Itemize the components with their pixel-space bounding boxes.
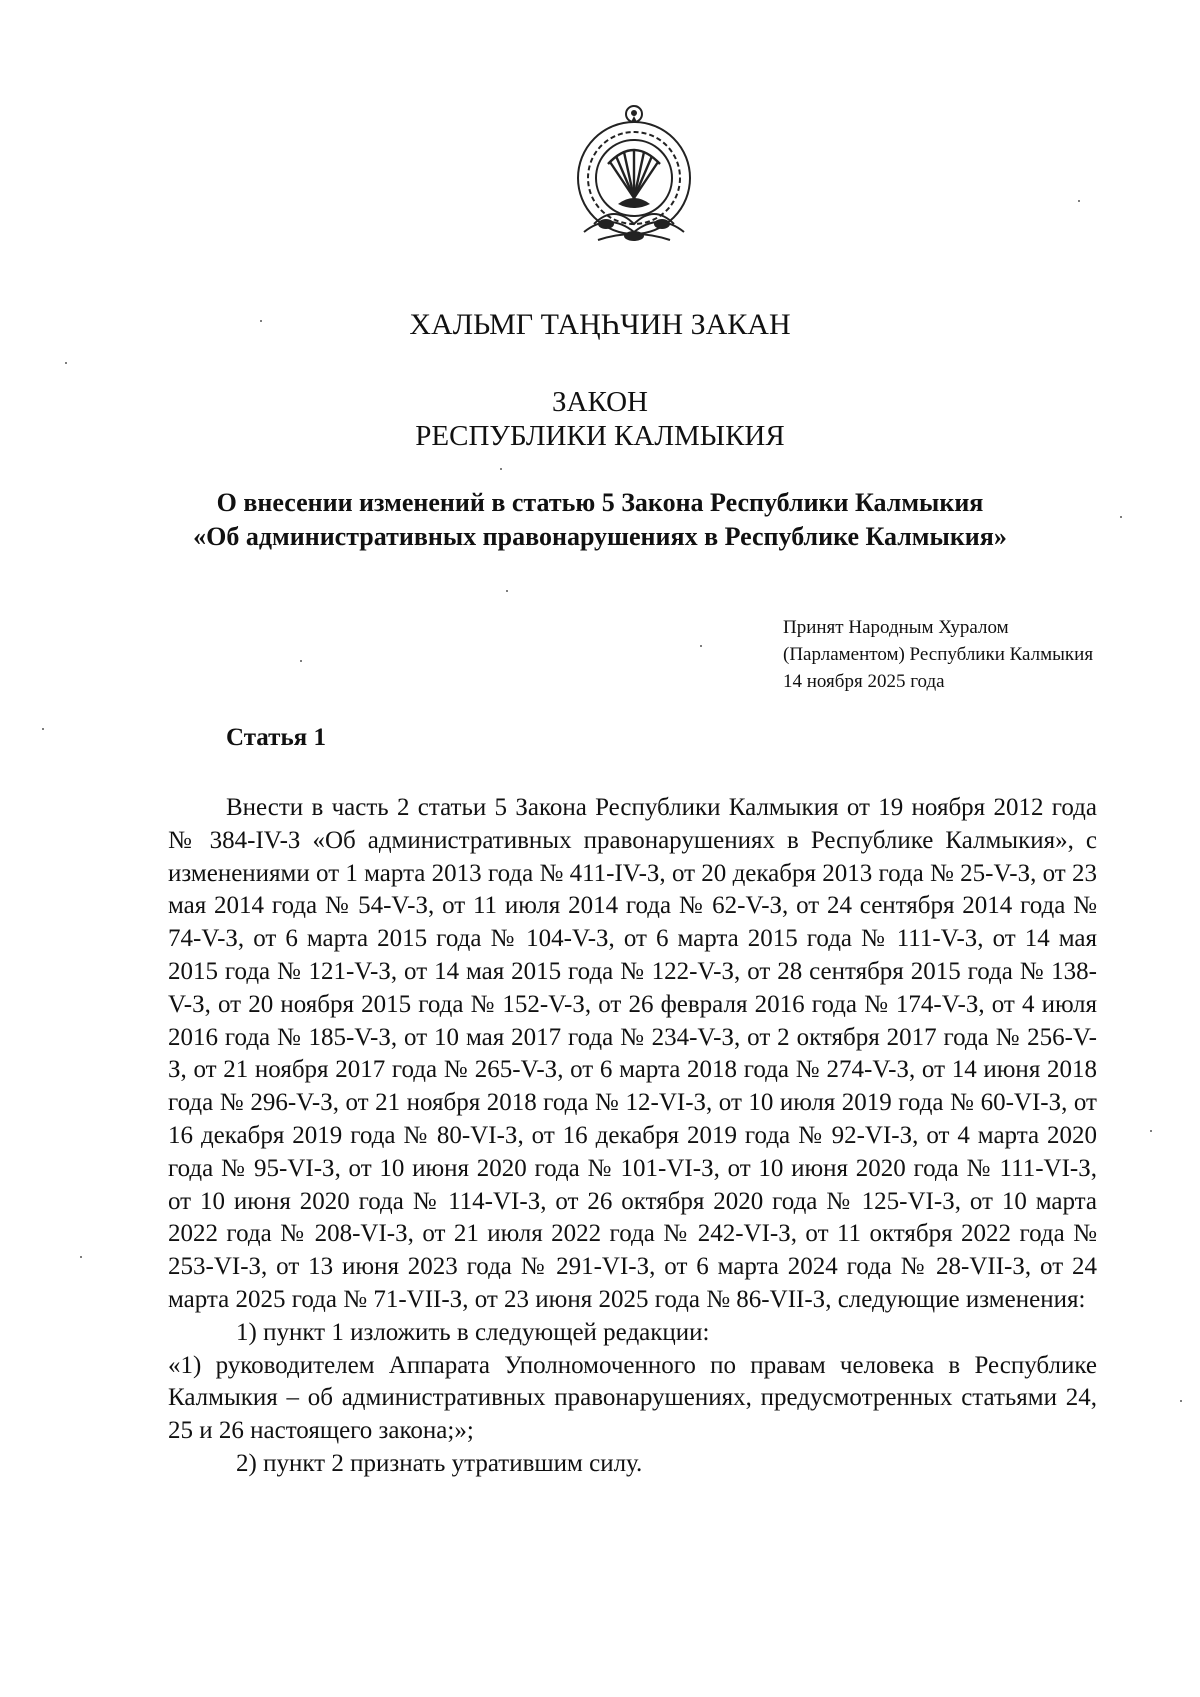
scan-speck xyxy=(260,320,262,322)
adoption-note xyxy=(783,614,1093,695)
scan-speck xyxy=(42,728,44,730)
law-republic-title: РЕСПУБЛИКИ КАЛМЫКИЯ xyxy=(415,420,785,452)
intro-paragraph: Внести в часть 2 статьи 5 Закона Республики Калмыкия от 19 ноября 2012 года № 384-IV-З «Об административных правонарушениях в Республике Калмыкия», с изменениями от 1 марта 2013 года № 411-IV-З, от 20 декабря 2013 года № 25-V-З, от 23 мая 2014 года № 54-V-З, от 11 июля 2014 года № 62-V-З, от 24 сентября 2014 года № 74-V-З, от 6 марта 2015 года № 104-V-З, от 6 марта 2015 года № 111-V-З, от 14 мая 2015 года № 121-V-З, от 14 мая 2015 года № 122-V-З, от 28 сентября 2015 года № 138-V-З, от 20 ноября 2015 года № 152-V-З, от 26 февраля 2016 года № 174-V-З, от 4 июля 2016 года № 185-V-З, от 10 мая 2017 года № 234-V-З, от 2 октября 2017 года № 256-V-З, от 21 ноября 2017 года № 265-V-З, от 6 марта 2018 года № 274-V-З, от 14 июня 2018 года № 296-V-З, от 21 ноября 2018 года № 12-VI-З, от 10 июля 2019 года № 60-VI-З, от 16 декабря 2019 года № 80-VI-З, от 16 декабря 2019 года № 92-VI-З, от 4 марта 2020 года № 95-VI-З, от 10 июня 2020 года № 101-VI-З, от 10 июня 2020 года № 111-VI-З, от 10 июня 2020 года № 114-VI-З, от 26 октября 2020 года № 125-VI-З, от 10 марта 2022 года № 208-VI-З, от 21 июля 2022 года № 242-VI-З, от 11 октября 2022 года № 253-VI-З, от 13 июня 2023 года № 291-VI-З, от 6 марта 2024 года № 28-VII-З, от 24 марта 2025 года № 71-VII-З, от 23 июня 2025 года № 86-VII-З, следующие изменения: xyxy=(168,794,1097,1313)
article-heading: Статья 1 xyxy=(226,724,326,751)
adoption-line-1: Принят Народным Хуралом xyxy=(783,617,1009,638)
scan-speck xyxy=(65,362,67,364)
article-body xyxy=(168,792,1097,1481)
item-1-intro: 1) пункт 1 изложить в следующей редакции: xyxy=(236,1318,710,1346)
scan-speck xyxy=(1180,1400,1182,1402)
adoption-line-2: (Парламентом) Республики Калмыкия xyxy=(783,644,1094,665)
scan-speck xyxy=(700,645,702,647)
scan-speck xyxy=(1120,516,1122,518)
scan-speck xyxy=(1078,200,1080,202)
scan-speck xyxy=(506,590,508,592)
kalmyk-title: ХАЛЬМГ ТАҢҺЧИН ЗАКАН xyxy=(409,308,791,341)
adoption-date: 14 ноября 2025 года xyxy=(783,671,945,692)
coat-of-arms-kalmykia-icon xyxy=(554,100,714,260)
item-2: 2) пункт 2 признать утратившим силу. xyxy=(236,1449,643,1477)
law-subject-line-2: «Об административных правонарушениях в Республике Калмыкия» xyxy=(193,522,1007,551)
scan-speck xyxy=(300,660,302,662)
law-subject-line-1: О внесении изменений в статью 5 Закона Республики Калмыкия xyxy=(216,488,984,517)
scan-speck xyxy=(80,1256,82,1258)
scan-speck xyxy=(500,468,502,470)
law-title: ЗАКОН xyxy=(552,386,648,418)
scan-speck xyxy=(1150,1130,1152,1132)
item-1-text: «1) руководителем Аппарата Уполномоченного по правам человека в Республике Калмыкия – об административных правонарушениях, предусмотренных статьями 24, 25 и 26 настоящего закона;»; xyxy=(168,1351,1097,1445)
